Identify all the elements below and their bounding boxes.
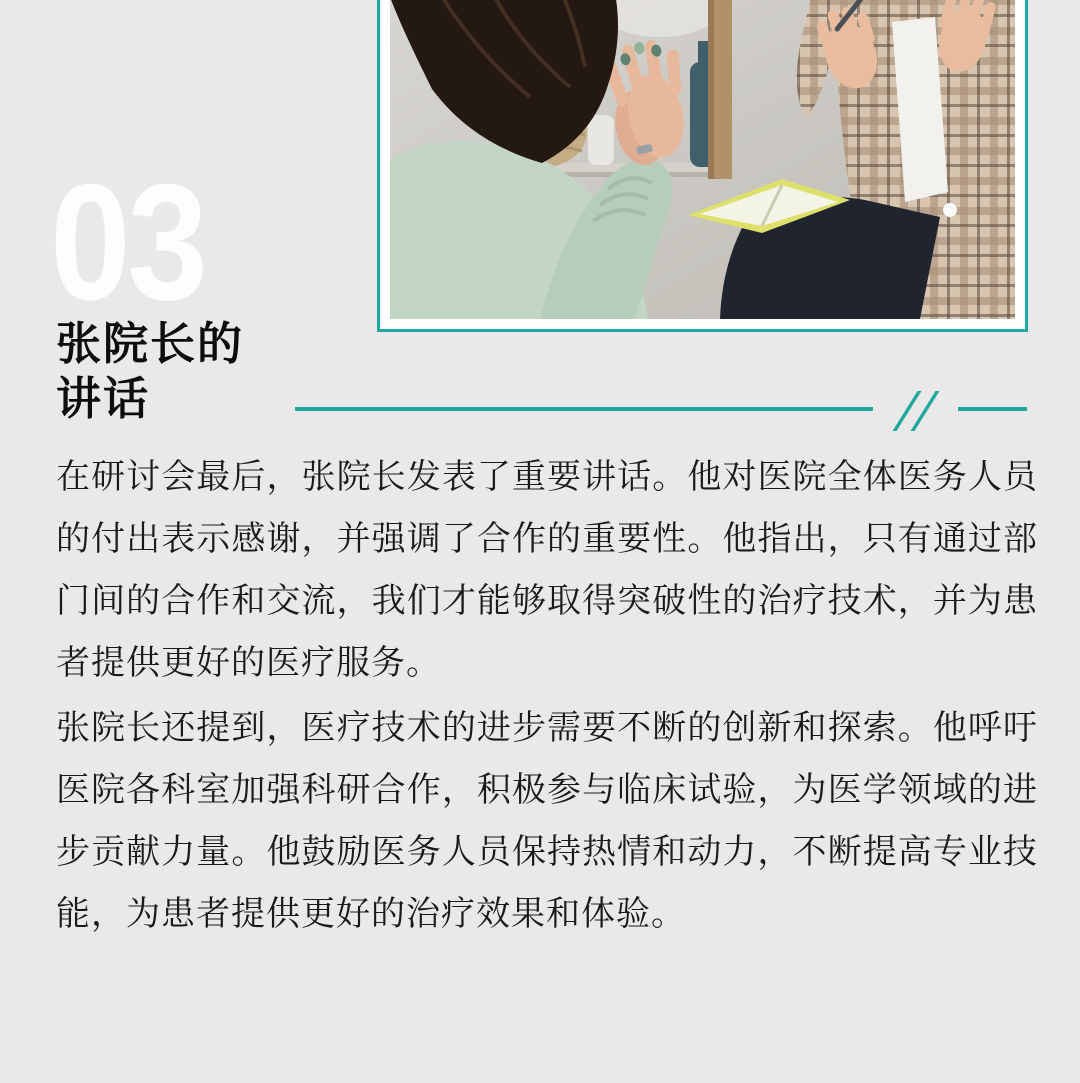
- paragraph-2-line-3: 步贡献力量。他鼓励医务人员保持热情和动力，不断提高专业技: [56, 833, 1038, 871]
- section-title-line-1: 张院长的: [56, 318, 245, 369]
- section-number: 03: [50, 150, 205, 334]
- section-title-line-2: 讲话: [56, 373, 151, 424]
- paragraph-1-line-4: 者提供更好的医疗服务。: [56, 644, 441, 682]
- paragraph-1-line-2: 的付出表示感谢，并强调了合作的重要性。他指出，只有通过部: [56, 520, 1038, 558]
- paragraph-1-line-3: 门间的合作和交流，我们才能够取得突破性的治疗技术，并为患: [56, 582, 1038, 620]
- photo-illustration: [390, 0, 1015, 319]
- section-title: [56, 316, 244, 426]
- double-slash-icon: [893, 391, 939, 431]
- divider-line-long: [295, 407, 873, 411]
- body-text: [56, 446, 1038, 945]
- paragraph-1: [56, 446, 1038, 694]
- paragraph-1-line-1: 在研讨会最后，张院长发表了重要讲话。他对医院全体医务人员: [56, 458, 1038, 496]
- paragraph-2-line-4: 能，为患者提供更好的治疗效果和体验。: [56, 895, 686, 933]
- divider-line-short: [958, 407, 1027, 411]
- paragraph-2: [56, 697, 1038, 945]
- paragraph-2-line-1: 张院长还提到，医疗技术的进步需要不断的创新和探索。他呼吁: [56, 709, 1038, 747]
- photo: [377, 0, 1028, 332]
- paragraph-2-line-2: 医院各科室加强科研合作，积极参与临床试验，为医学领域的进: [56, 771, 1038, 809]
